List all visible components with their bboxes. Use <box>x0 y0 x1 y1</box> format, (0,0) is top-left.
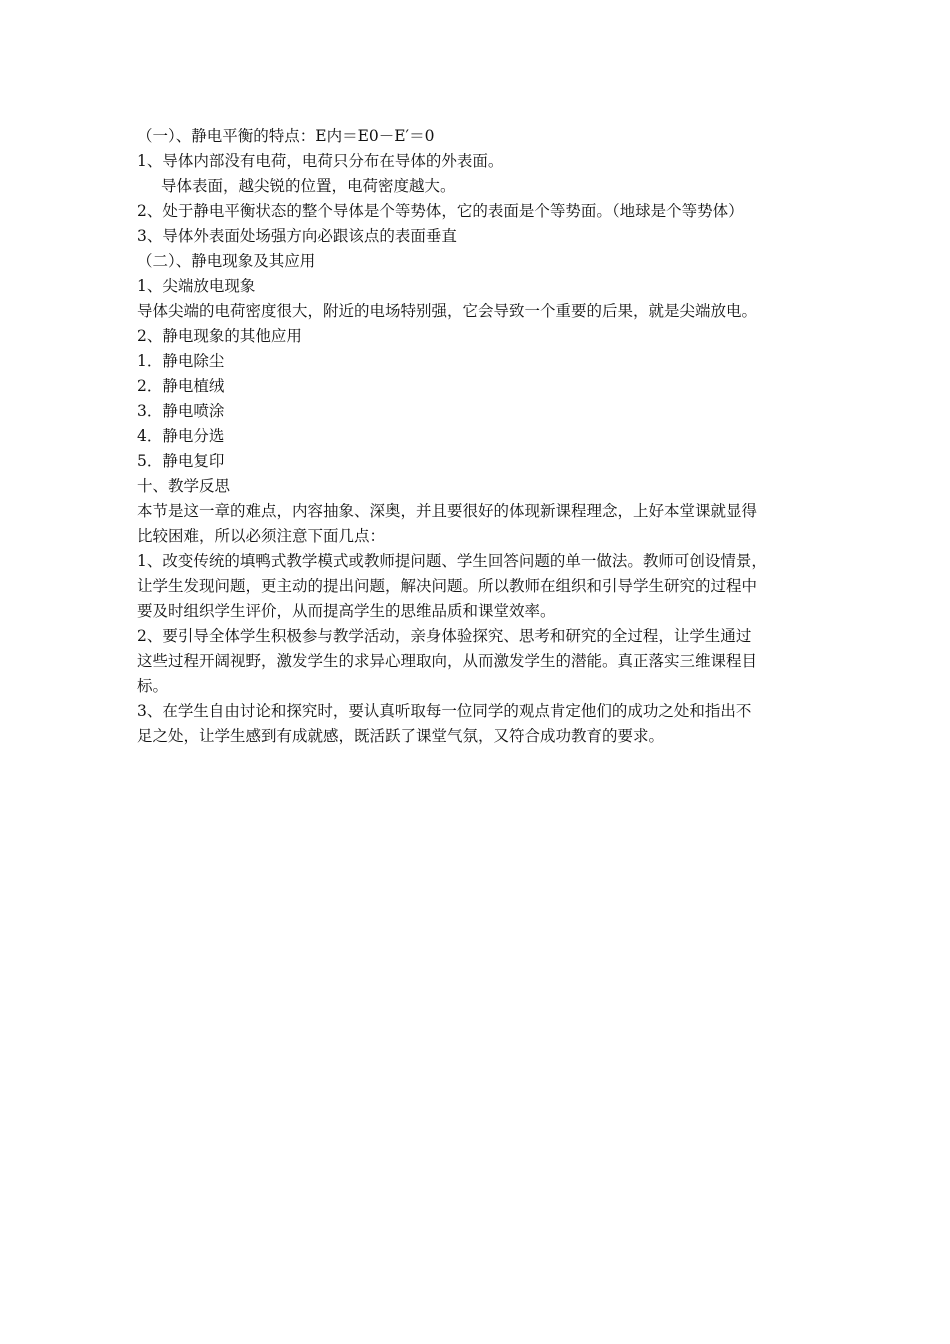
section-heading-teaching-reflection: 十、教学反思 <box>137 477 231 495</box>
reflection-paragraph <box>137 549 827 624</box>
paragraph-line: 3、在学生自由讨论和探究时，要认真听取每一位同学的观点肯定他们的成功之处和指出不 <box>137 702 752 720</box>
section-heading-electrostatic-applications: （二）、静电现象及其应用 <box>137 252 316 270</box>
list-item: 2．静电植绒 <box>137 377 225 395</box>
paragraph-line: 导体尖端的电荷密度很大，附近的电场特别强，它会导致一个重要的后果，就是尖端放电。 <box>137 302 758 320</box>
paragraph-line: 这些过程开阔视野，激发学生的求异心理取向，从而激发学生的潜能。真正落实三维课程目 <box>137 652 758 670</box>
paragraph-line: 本节是这一章的难点，内容抽象、深奥，并且要很好的体现新课程理念，上好本堂课就显得 <box>137 502 758 520</box>
section-heading-electrostatic-equilibrium: （一）、静电平衡的特点：E内＝E0－E′＝0 <box>137 127 435 145</box>
list-item: 4．静电分选 <box>137 427 225 445</box>
paragraph-line: 比较困难，所以必须注意下面几点： <box>137 527 386 545</box>
paragraph-line: 足之处，让学生感到有成就感，既活跃了课堂气氛，又符合成功教育的要求。 <box>137 727 665 745</box>
list-item: 2、静电现象的其他应用 <box>137 327 302 345</box>
paragraph-line: 让学生发现问题，更主动的提出问题，解决问题。所以教师在组织和引导学生研究的过程中 <box>137 577 758 595</box>
paragraph-line: 要及时组织学生评价，从而提高学生的思维品质和课堂效率。 <box>137 602 556 620</box>
reflection-paragraph <box>137 699 827 749</box>
list-item: 3．静电喷涂 <box>137 402 225 420</box>
reflection-paragraph <box>137 624 827 699</box>
list-item: 1．静电除尘 <box>137 352 225 370</box>
document-page <box>137 124 827 749</box>
list-item: 2、处于静电平衡状态的整个导体是个等势体，它的表面是个等势面。（地球是个等势体） <box>137 202 744 220</box>
list-item: 5．静电复印 <box>137 452 225 470</box>
paragraph-line: 2、要引导全体学生积极参与教学活动，亲身体验探究、思考和研究的全过程，让学生通过 <box>137 627 752 645</box>
list-item-note: 导体表面，越尖锐的位置，电荷密度越大。 <box>161 177 456 195</box>
list-item: 3、导体外表面处场强方向必跟该点的表面垂直 <box>137 227 457 245</box>
paragraph-line: 标。 <box>137 677 169 695</box>
list-item: 1、导体内部没有电荷，电荷只分布在导体的外表面。 <box>137 152 504 170</box>
list-item: 1、尖端放电现象 <box>137 277 256 295</box>
paragraph-line: 1、改变传统的填鸭式教学模式或教师提问题、学生回答问题的单一做法。教师可创设情景， <box>137 552 767 570</box>
reflection-paragraph <box>137 499 827 549</box>
